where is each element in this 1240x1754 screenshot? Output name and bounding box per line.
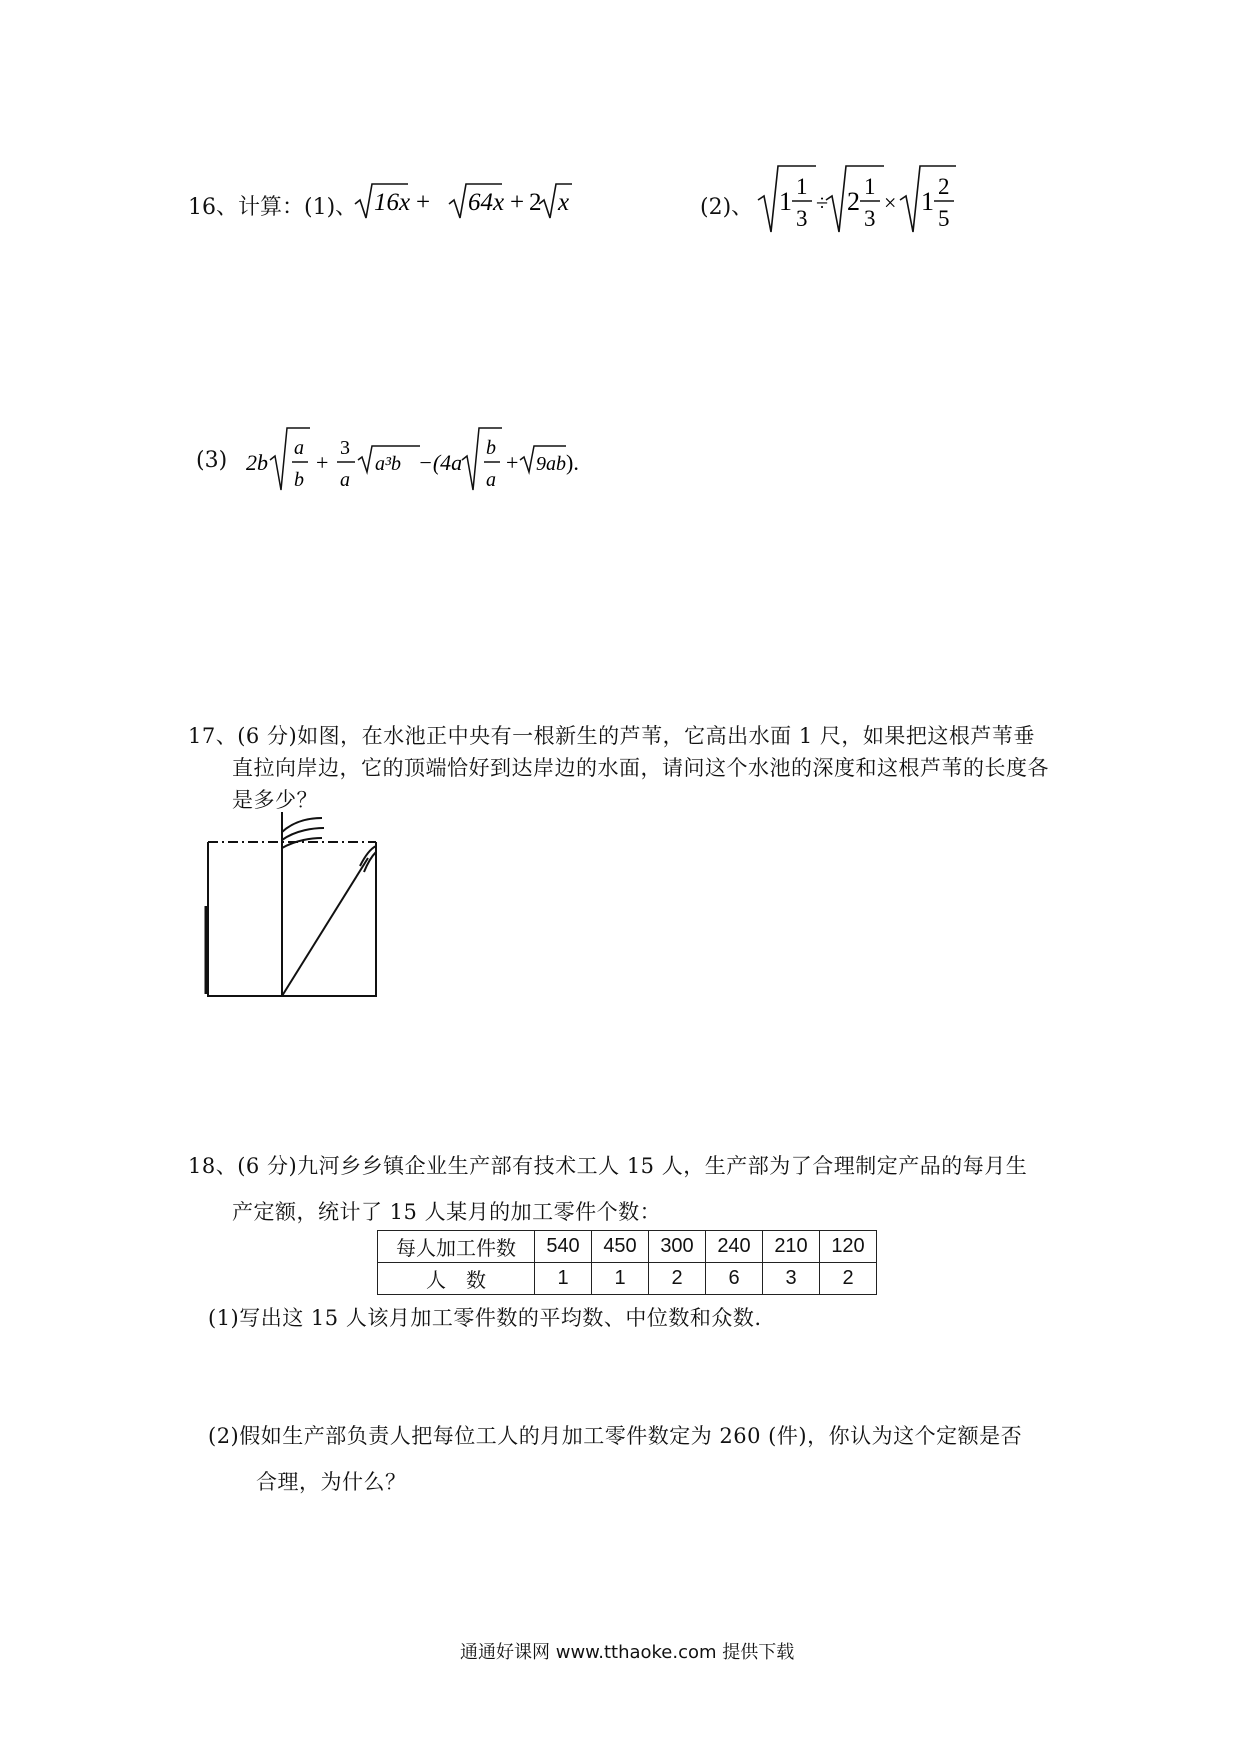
expr1-term1: 16x: [374, 189, 411, 216]
q18-sub-2-line-1: (2)假如生产部负责人把每位工人的月加工零件数定为 260 (件)，你认为这个定额是否: [208, 1424, 1023, 1448]
q17-pond-figure: [200, 808, 390, 998]
table-row: [378, 1231, 877, 1263]
table-cell: 120: [820, 1231, 877, 1263]
expr2-num-2: 1: [864, 174, 876, 199]
expr2-den-1: 3: [796, 206, 808, 231]
q16-part3-label: (3): [196, 448, 228, 473]
q17-line-3: 是多少？: [232, 788, 318, 812]
expr2-whole-1: 1: [779, 187, 792, 216]
expr1-plus-1: +: [416, 189, 431, 216]
expr1-plus-2: +: [510, 189, 525, 216]
q17-line-2: 直拉向岸边，它的顶端恰好到达岸边的水面，请问这个水池的深度和这根芦苇的长度各: [232, 756, 1049, 780]
table-header-people: 人 数: [378, 1263, 535, 1295]
q16-expression-2: [756, 160, 956, 238]
q16-expression-1: [352, 178, 572, 224]
expr3-frac1-num: a: [294, 437, 304, 459]
table-cell: 2: [820, 1263, 877, 1295]
expr3-radicand-2: a³b: [375, 453, 401, 475]
table-cell: 6: [706, 1263, 763, 1295]
table-cell: 1: [592, 1263, 649, 1295]
table-cell: 210: [763, 1231, 820, 1263]
expr2-den-2: 3: [864, 206, 876, 231]
expr1-term3: x: [558, 189, 570, 216]
reed-diagonal: [282, 858, 368, 996]
expr3-coef-1: 2b: [246, 450, 268, 475]
expr2-divide: ÷: [816, 190, 829, 215]
expr3-frac2-den: a: [340, 469, 350, 491]
expr3-radicand-3: 9ab: [536, 453, 566, 475]
table-cell: 450: [592, 1231, 649, 1263]
expr1-term2: 64x: [468, 189, 505, 216]
q17-line-1: 17、(6 分)如图，在水池正中央有一根新生的芦苇，它高出水面 1 尺，如果把这根芦苇垂: [188, 724, 1035, 748]
expr2-den-3: 5: [938, 206, 950, 231]
expr2-whole-2: 2: [847, 187, 860, 216]
expr3-frac1-den: b: [294, 469, 304, 491]
expr3-plus-1: +: [316, 450, 329, 475]
q18-data-table: [377, 1230, 877, 1295]
table-row: [378, 1263, 877, 1295]
expr2-num-3: 2: [938, 174, 950, 199]
expr2-whole-3: 1: [921, 187, 934, 216]
q16-part2-label: (2)、: [700, 195, 754, 220]
page-footer: 通通好课网 www.tthaoke.com 提供下载: [460, 1642, 795, 1663]
table-header-pieces: 每人加工件数: [378, 1231, 535, 1263]
table-cell: 540: [535, 1231, 592, 1263]
q18-line-1: 18、(6 分)九河乡乡镇企业生产部有技术工人 15 人，生产部为了合理制定产品的每月生: [188, 1154, 1028, 1178]
expr2-times: ×: [884, 190, 897, 215]
expr2-num-1: 1: [796, 174, 808, 199]
q16-prefix: 16、计算：(1)、: [188, 195, 358, 220]
expr3-frac2-num: 3: [340, 437, 350, 459]
q18-line-2: 产定额，统计了 15 人某月的加工零件个数：: [232, 1200, 662, 1224]
q18-sub-1: (1)写出这 15 人该月加工零件数的平均数、中位数和众数.: [208, 1306, 762, 1330]
q16-expression-3: [244, 424, 584, 498]
table-cell: 300: [649, 1231, 706, 1263]
expr3-frac3-num: b: [486, 437, 496, 459]
expr3-plus-2: +: [506, 450, 519, 475]
q18-sub-2-line-2: 合理，为什么？: [256, 1470, 407, 1494]
table-cell: 3: [763, 1263, 820, 1295]
expr3-end: ).: [566, 450, 579, 475]
expr3-minus-group: −(4a: [418, 450, 463, 475]
expr1-coef: 2: [529, 189, 542, 216]
expr3-frac3-den: a: [486, 469, 496, 491]
table-cell: 2: [649, 1263, 706, 1295]
table-cell: 1: [535, 1263, 592, 1295]
table-cell: 240: [706, 1231, 763, 1263]
